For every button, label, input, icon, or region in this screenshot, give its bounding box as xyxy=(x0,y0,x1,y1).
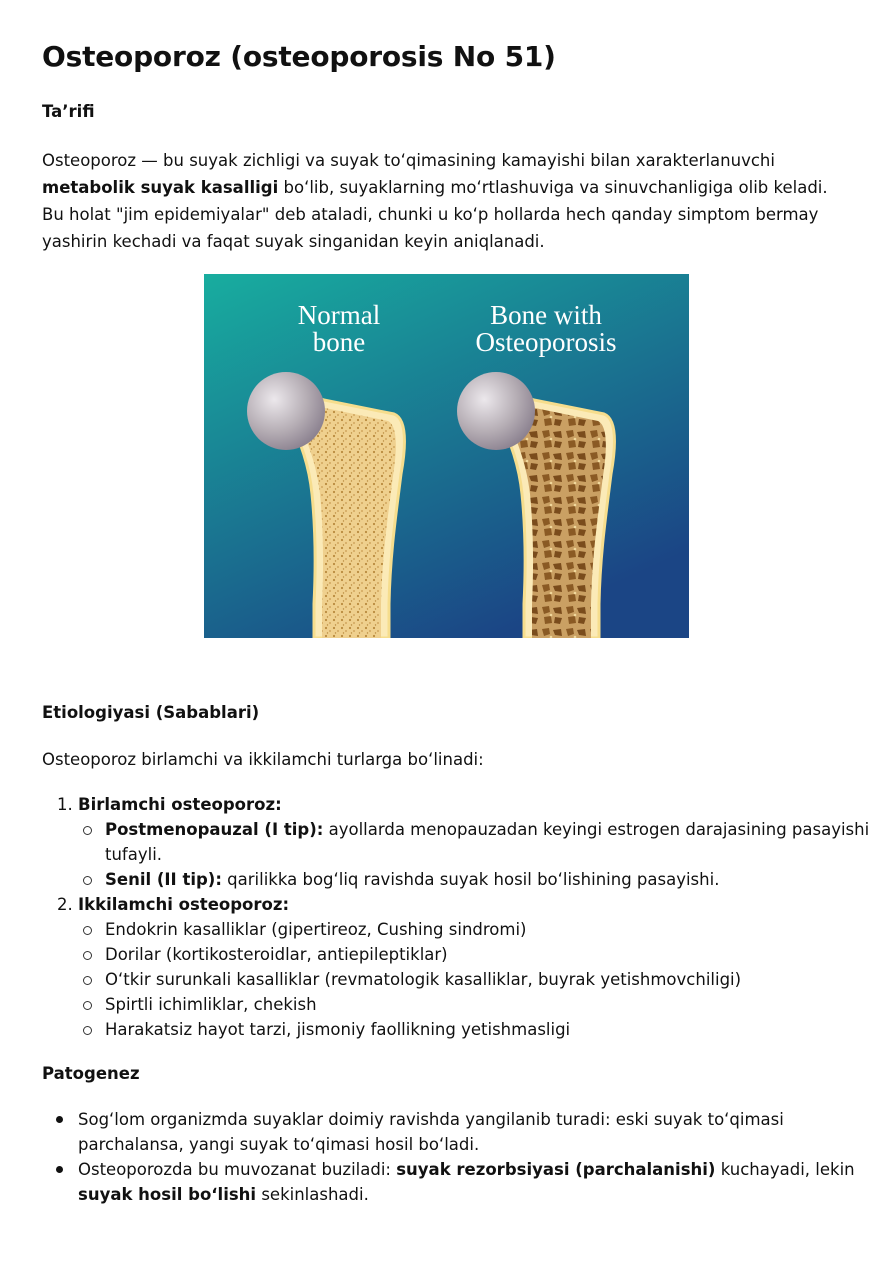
page-title: Osteoporoz (osteoporosis No 51) xyxy=(42,40,556,73)
list-item-secondary xyxy=(78,892,890,1042)
etiology-list xyxy=(42,792,890,1042)
label-osteo-line1: Bone with xyxy=(490,300,602,330)
list-item: Oʻtkir surunkali kasalliklar (revmatologik kasalliklar, buyrak yetishmovchiligi) xyxy=(105,967,890,992)
subitem-text: qarilikka bogʻliq ravishda suyak hosil boʻlishining pasayishi. xyxy=(221,870,720,889)
bullet-bold-2: suyak hosil boʻlishi xyxy=(78,1185,257,1204)
list-item: Sogʻlom organizmda suyaklar doimiy ravishda yangilanib turadi: eski suyak toʻqimasi parchalansa, yangi suyak toʻqimasi hosil boʻladi. xyxy=(78,1107,890,1157)
definition-text-b: boʻlib, suyaklarning moʻrtlashuviga va sinuvchanligiga olib keladi. Bu holat "jim epidemiyalar" deb ataladi, chunki u koʻp hollarda hech qanday simptom bermay yashirin kechadi va faqat suyak singanidan keyin aniqlanadi. xyxy=(42,178,828,251)
secondary-sublist xyxy=(78,917,890,1042)
list-item xyxy=(78,1157,890,1207)
list-item: Endokrin kasalliklar (gipertireoz, Cushing sindromi) xyxy=(105,917,890,942)
label-normal-line2: bone xyxy=(312,327,366,357)
bullet-text-b: kuchayadi, lekin xyxy=(715,1160,855,1179)
list-item: Harakatsiz hayot tarzi, jismoniy faollikning yetishmasligi xyxy=(105,1017,890,1042)
subitem-bold: Senil (II tip): xyxy=(105,870,222,889)
label-osteo-line2: Osteoporosis xyxy=(475,327,617,357)
subitem-bold: Postmenopauzal (I tip): xyxy=(105,820,324,839)
bullet-bold-1: suyak rezorbsiyasi (parchalanishi) xyxy=(396,1160,716,1179)
heading-etiology: Etiologiyasi (Sabablari) xyxy=(42,703,260,722)
list-item: Dorilar (kortikosteroidlar, antiepileptiklar) xyxy=(105,942,890,967)
list-item xyxy=(105,867,890,892)
list-item-primary xyxy=(78,792,890,892)
definition-bold: metabolik suyak kasalligi xyxy=(42,178,279,197)
subitem-text: ayollarda menopauzadan keyingi estrogen darajasining pasayishi tufayli. xyxy=(105,820,870,864)
bone-comparison-figure xyxy=(204,274,689,638)
secondary-label: Ikkilamchi osteoporoz: xyxy=(78,895,290,914)
definition-paragraph xyxy=(42,147,854,255)
bullet-text-a: Osteoporozda bu muvozanat buziladi: xyxy=(78,1160,397,1179)
primary-label: Birlamchi osteoporoz: xyxy=(78,795,282,814)
pathogenesis-list xyxy=(42,1107,890,1207)
heading-definition: Ta’rifi xyxy=(42,102,95,121)
definition-text-a: Osteoporoz — bu suyak zichligi va suyak toʻqimasining kamayishi bilan xarakterlanuvchi xyxy=(42,151,775,170)
list-item xyxy=(105,817,890,867)
bone-illustration xyxy=(204,274,689,638)
primary-sublist xyxy=(78,817,890,892)
label-normal-line1: Normal xyxy=(297,300,381,330)
list-item: Spirtli ichimliklar, chekish xyxy=(105,992,890,1017)
bullet-text-c: sekinlashadi. xyxy=(256,1185,369,1204)
heading-pathogenesis: Patogenez xyxy=(42,1064,140,1083)
etiology-intro: Osteoporoz birlamchi va ikkilamchi turlarga boʻlinadi: xyxy=(42,750,484,769)
